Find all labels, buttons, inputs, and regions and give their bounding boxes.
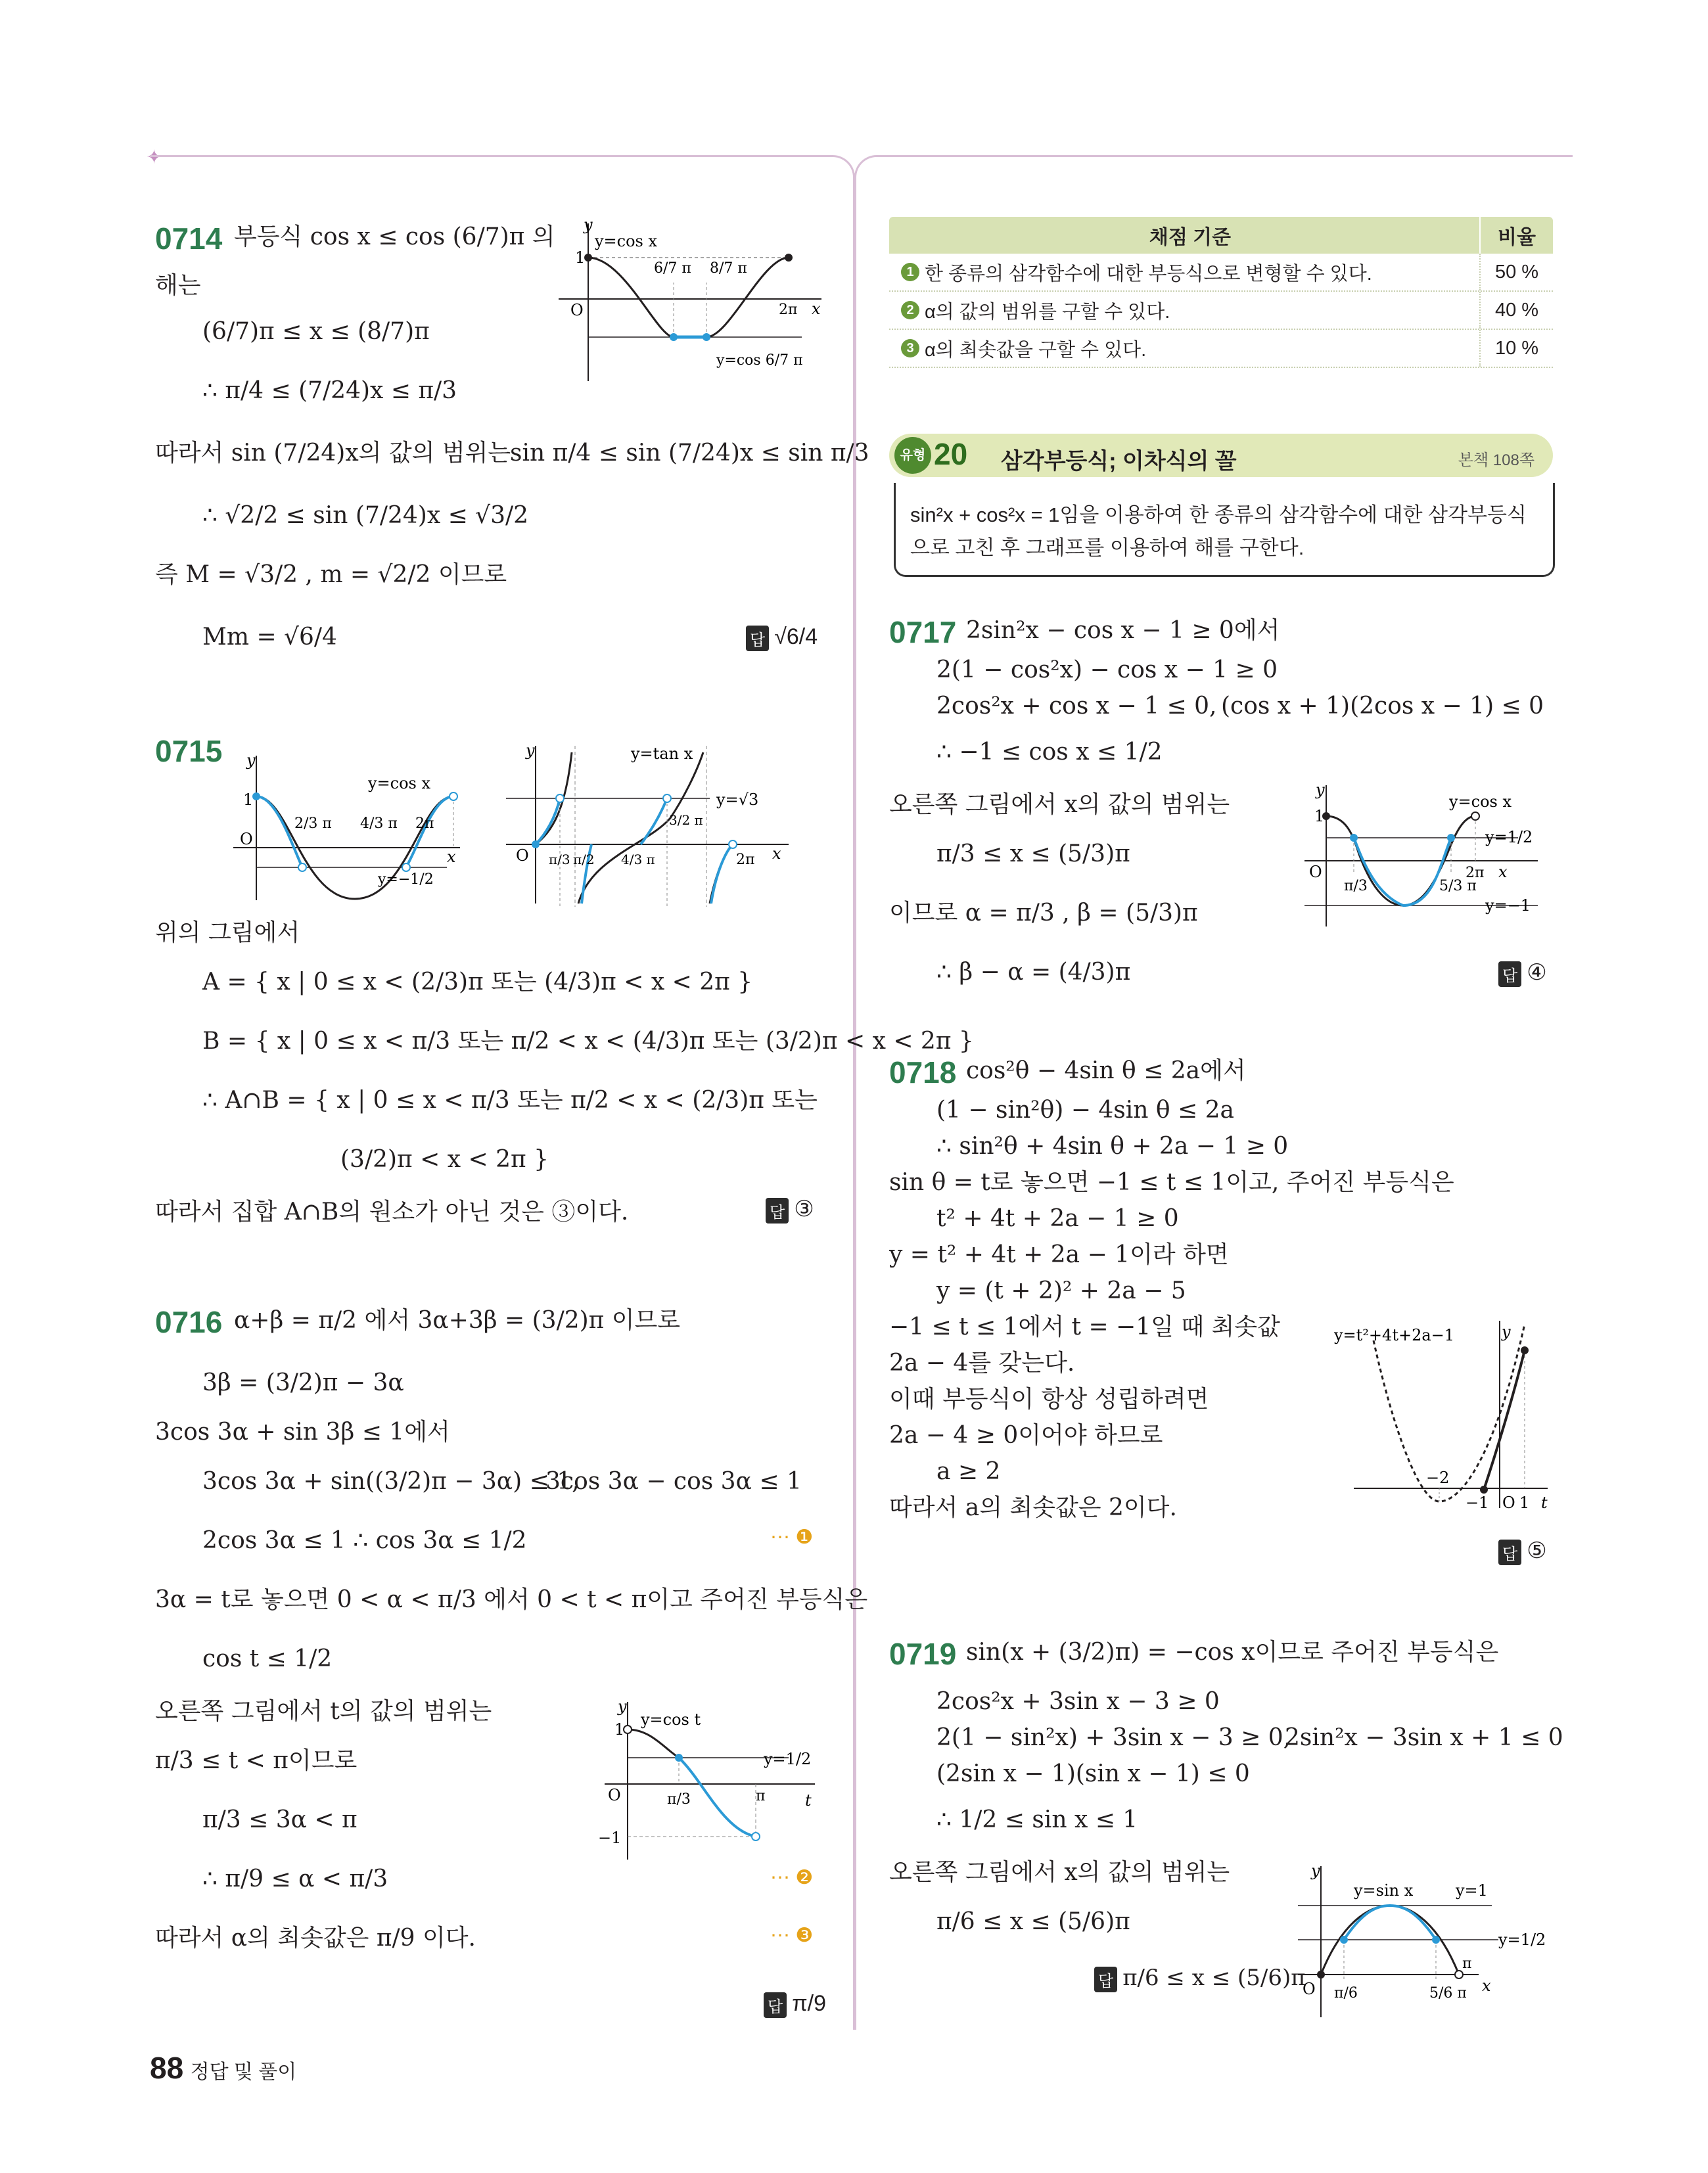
line: (2sin x − 1)(sin x − 1) ≤ 0	[936, 1760, 1250, 1787]
header-ratio: 비율	[1479, 217, 1553, 254]
line: 2cos²x + cos x − 1 ≤ 0,	[936, 693, 1217, 720]
tick-c: 1	[1519, 1494, 1530, 1512]
curve-label: y=cos t	[641, 1710, 701, 1729]
axis-x: x	[1498, 863, 1508, 881]
line-label: y=1/2	[764, 1750, 812, 1768]
line: 3cos 3α − cos 3α ≤ 1	[545, 1468, 802, 1495]
problem-number: 0719	[889, 1637, 957, 1671]
graph-0719	[1295, 1860, 1558, 2024]
tick-one: 1	[614, 1720, 625, 1739]
line: (cos x + 1)(2cos x − 1) ≤ 0	[1221, 693, 1544, 720]
line: π/3 ≤ 3α < π	[202, 1806, 358, 1833]
line: sin π/4 ≤ sin (7/24)x ≤ sin π/3	[510, 440, 869, 467]
axis-y: y	[1311, 1862, 1320, 1880]
graph-0714	[552, 217, 828, 388]
table-row	[889, 292, 1553, 330]
ratio-value: 40 %	[1479, 292, 1553, 329]
answer	[746, 624, 818, 651]
line: sin θ = t로 놓으면 −1 ≤ t ≤ 1이고, 주어진 부등식은	[889, 1169, 1454, 1196]
tick-a: π/3	[667, 1791, 691, 1808]
line: 3β = (3/2)π − 3α	[202, 1369, 404, 1396]
line: 따라서 α의 최솟값은 π/9 이다.	[155, 1925, 476, 1952]
type-number: 20	[934, 437, 968, 471]
line: ∴ 1/2 ≤ sin x ≤ 1	[936, 1806, 1138, 1833]
mark-3: ⋯ ❸	[770, 1925, 814, 1946]
line: ∴ −1 ≤ cos x ≤ 1/2	[936, 739, 1163, 766]
line: 따라서 sin (7/24)x의 값의 범위는	[155, 440, 511, 467]
type-title: 삼각부등식; 이차식의 꼴	[1001, 449, 1237, 474]
line: 오른쪽 그림에서 x의 값의 범위는	[889, 791, 1230, 818]
line: a ≥ 2	[936, 1458, 1001, 1485]
page-footer	[150, 2050, 296, 2086]
axis-y: y	[526, 741, 535, 760]
answer	[764, 1991, 826, 2018]
graph-0716	[591, 1695, 821, 1866]
answer	[1498, 1538, 1547, 1565]
answer-value: ④	[1527, 960, 1547, 985]
tick-end: 2π	[779, 302, 798, 318]
line: 2a − 4 ≥ 0이어야 하므로	[889, 1422, 1163, 1449]
curve-label: y=cos x	[595, 232, 658, 250]
table-header	[889, 217, 1553, 254]
tick-end: 2π	[1466, 865, 1485, 881]
line: (1 − sin²θ) − 4sin θ ≤ 2a	[936, 1097, 1234, 1124]
tick-a: 6/7 π	[654, 260, 691, 277]
problem-number: 0714	[155, 221, 223, 256]
type-desc-line: 으로 고친 후 그래프를 이용하여 해를 구한다.	[910, 536, 1304, 559]
graph-0717	[1301, 782, 1558, 933]
line: π/3 ≤ x ≤ (5/3)π	[936, 840, 1130, 867]
line-label: y=√3	[716, 790, 759, 809]
axis-x: x	[1482, 1977, 1491, 1995]
line: 위의 그림에서	[155, 919, 300, 946]
problem-number: 0718	[889, 1055, 957, 1089]
origin-label: O	[240, 830, 253, 848]
answer-value: √6/4	[774, 624, 818, 649]
line: 2cos²x + 3sin x − 3 ≥ 0	[936, 1688, 1220, 1715]
tick-end: 2π	[736, 852, 755, 868]
tick-d: 3/2 π	[669, 812, 703, 828]
answer-value: π/6 ≤ x ≤ (5/6)π	[1122, 1965, 1306, 1991]
tick-b: 5/6 π	[1429, 1985, 1467, 2001]
line: 3cos 3α + sin((3/2)π − 3α) ≤ 1,	[202, 1468, 580, 1495]
tick-a: π/3	[1344, 878, 1368, 894]
line: ∴ √2/2 ≤ sin (7/24)x ≤ √3/2	[202, 502, 529, 529]
answer-value: ③	[794, 1197, 814, 1222]
axis-x: t	[1541, 1494, 1548, 1512]
line: π/3 ≤ t < π이므로	[155, 1747, 358, 1774]
line: y = (t + 2)² + 2a − 5	[936, 1277, 1186, 1304]
problem-number: 0716	[155, 1305, 223, 1339]
answer-icon: 답	[764, 1992, 787, 2018]
line: ∴ π/9 ≤ α < π/3	[202, 1865, 388, 1892]
answer	[766, 1196, 814, 1224]
line-label: y=1/2	[1485, 828, 1533, 846]
line: (6/7)π ≤ x ≤ (8/7)π	[202, 318, 430, 345]
tick-one: 1	[243, 790, 254, 809]
line: −1 ≤ t ≤ 1에서 t = −1일 때 최솟값	[889, 1314, 1280, 1340]
answer-icon: 답	[746, 626, 769, 651]
answer	[1094, 1965, 1306, 1992]
line: 이때 부등식이 항상 성립하려면	[889, 1386, 1209, 1413]
axis-y: y	[584, 217, 593, 234]
tick-b: π/2	[573, 852, 595, 867]
header-criteria: 채점 기준	[1149, 227, 1232, 248]
line: 2(1 − cos²x) − cos x − 1 ≥ 0	[936, 656, 1278, 683]
line: 이므로 α = π/3 , β = (5/3)π	[889, 900, 1198, 926]
step-badge: 2	[901, 301, 919, 319]
tick-a: −2	[1426, 1469, 1450, 1487]
answer-value: π/9	[792, 1991, 827, 2016]
axis-y: y	[1316, 782, 1325, 799]
scoring-table	[889, 217, 1553, 368]
criteria-text: 한 종류의 삼각함수에 대한 부등식으로 변형할 수 있다.	[925, 263, 1372, 285]
tick-c: π	[1462, 1956, 1472, 1972]
line: sin(x + (3/2)π) = −cos x이므로 주어진 부등식은	[966, 1639, 1499, 1666]
curve-label: y=t²+4t+2a−1	[1334, 1326, 1455, 1344]
tick-end: 2π	[415, 815, 434, 832]
line: 2sin²x − 3sin x + 1 ≤ 0	[1285, 1724, 1563, 1751]
step-badge: 1	[901, 263, 919, 281]
tick-a: π/6	[1334, 1985, 1358, 2001]
type-badge: 유형	[894, 437, 931, 474]
line: 따라서 a의 최솟값은 2이다.	[889, 1494, 1177, 1521]
line: 2(1 − sin²x) + 3sin x − 3 ≥ 0,	[936, 1724, 1291, 1751]
graph-0718	[1314, 1311, 1558, 1521]
criteria-text: α의 값의 범위를 구할 수 있다.	[925, 301, 1170, 323]
line: ∴ π/4 ≤ (7/24)x ≤ π/3	[202, 377, 457, 404]
line: (3/2)π < x < 2π }	[340, 1146, 549, 1173]
line: 2sin²x − cos x − 1 ≥ 0에서	[966, 617, 1280, 644]
type-header	[889, 434, 1553, 477]
tick-c: 4/3 π	[621, 852, 655, 867]
line: A = { x | 0 ≤ x < (2/3)π 또는 (4/3)π < x < 2π }	[202, 969, 753, 995]
line-label: y=cos 6/7 π	[716, 352, 803, 369]
tick-b: 8/7 π	[710, 260, 747, 277]
problem-number: 0717	[889, 615, 957, 649]
axis-x: x	[447, 848, 456, 866]
line: 오른쪽 그림에서 x의 값의 범위는	[889, 1859, 1230, 1886]
answer-icon: 답	[766, 1198, 789, 1224]
tick-b: 5/3 π	[1439, 878, 1477, 894]
tick-b: −1	[1466, 1494, 1489, 1512]
type-description-box	[894, 483, 1555, 577]
line: 따라서 집합 A∩B의 원소가 아닌 것은 ③이다.	[155, 1199, 629, 1225]
answer-icon: 답	[1498, 1540, 1521, 1565]
tick-one: 1	[575, 248, 586, 267]
line-label: y=−1	[1485, 896, 1531, 915]
line: 해는	[155, 272, 201, 299]
origin-label: O	[1502, 1494, 1515, 1512]
line-label: y=1	[1456, 1881, 1488, 1900]
tick-a: 2/3 π	[294, 815, 332, 832]
tick-one: 1	[1314, 807, 1325, 825]
line: 2a − 4를 갖는다.	[889, 1350, 1075, 1377]
graph-0715-tan	[499, 739, 795, 910]
line: Mm = √6/4	[202, 624, 337, 651]
origin-label: O	[1309, 863, 1322, 881]
axis-y: y	[246, 751, 256, 769]
mark-2: ⋯ ❷	[770, 1867, 814, 1888]
line: 3α = t로 놓으면 0 < α < π/3 에서 0 < t < π이고 주어진 부등식은	[155, 1586, 868, 1613]
line: y = t² + 4t + 2a − 1이라 하면	[889, 1241, 1229, 1268]
answer-value: ⑤	[1527, 1538, 1547, 1563]
line: π/6 ≤ x ≤ (5/6)π	[936, 1908, 1130, 1935]
curve-label: y=sin x	[1354, 1881, 1414, 1900]
origin-label: O	[516, 846, 529, 865]
curve-label: y=tan x	[631, 744, 693, 763]
line: ∴ sin²θ + 4sin θ + 2a − 1 ≥ 0	[936, 1133, 1289, 1160]
line: 즉 M = √3/2 , m = √2/2 이므로	[155, 561, 507, 588]
table-row	[889, 330, 1553, 368]
footer-label: 정답 및 풀이	[190, 2061, 297, 2083]
tick-b: 4/3 π	[360, 815, 398, 832]
line: cos t ≤ 1/2	[202, 1645, 333, 1672]
line: ∴ A∩B = { x | 0 ≤ x < π/3 또는 π/2 < x < (2/3)π 또는	[202, 1087, 818, 1114]
axis-y: y	[1502, 1323, 1511, 1341]
type-desc-line: sin²x + cos²x = 1임을 이용하여 한 종류의 삼각함수에 대한 삼각부등식	[910, 503, 1527, 526]
problem-number: 0715	[155, 734, 223, 768]
line: 오른쪽 그림에서 t의 값의 범위는	[155, 1698, 492, 1725]
line: B = { x | 0 ≤ x < π/3 또는 π/2 < x < (4/3)π 또는 (3/2)π < x < 2π }	[202, 1028, 974, 1055]
origin-label: O	[608, 1786, 621, 1804]
axis-x: x	[772, 844, 781, 863]
mark-1: ⋯ ❶	[770, 1526, 814, 1548]
table-row	[889, 254, 1553, 292]
answer-icon: 답	[1094, 1967, 1117, 1992]
step-badge: 3	[901, 339, 919, 357]
corner-star-icon: ✦	[146, 146, 163, 169]
line: ∴ β − α = (4/3)π	[936, 959, 1131, 986]
answer	[1498, 959, 1547, 987]
origin-label: O	[570, 301, 584, 319]
tick-neg: −1	[598, 1829, 622, 1847]
criteria-text: α의 최솟값을 구할 수 있다.	[925, 339, 1147, 361]
line: t² + 4t + 2a − 1 ≥ 0	[936, 1205, 1179, 1232]
graph-0715-cos	[230, 749, 467, 907]
line: 2cos 3α ≤ 1 ∴ cos 3α ≤ 1/2	[202, 1527, 527, 1554]
line: α+β = π/2 에서 3α+3β = (3/2)π 이므로	[234, 1307, 681, 1334]
answer-icon: 답	[1498, 961, 1521, 987]
type-ref: 본책 108쪽	[1458, 451, 1535, 469]
line: 부등식 cos x ≤ cos (6/7)π 의	[234, 223, 555, 250]
ratio-value: 10 %	[1479, 330, 1553, 367]
origin-label: O	[1303, 1980, 1316, 1998]
page-number: 88	[150, 2051, 184, 2085]
axis-x: t	[805, 1791, 812, 1810]
curve-label: y=cos x	[1449, 792, 1512, 811]
axis-x: x	[812, 300, 821, 318]
line: 3cos 3α + sin 3β ≤ 1에서	[155, 1419, 450, 1446]
tick-b: π	[756, 1788, 766, 1804]
axis-y: y	[618, 1697, 627, 1716]
line: cos²θ − 4sin θ ≤ 2a에서	[966, 1057, 1246, 1084]
curve-label: y=cos x	[368, 774, 431, 792]
tick-a: π/3	[549, 852, 570, 867]
ratio-value: 50 %	[1479, 254, 1553, 290]
line-label: y=−1/2	[378, 871, 434, 888]
line-label: y=1/2	[1498, 1931, 1546, 1949]
